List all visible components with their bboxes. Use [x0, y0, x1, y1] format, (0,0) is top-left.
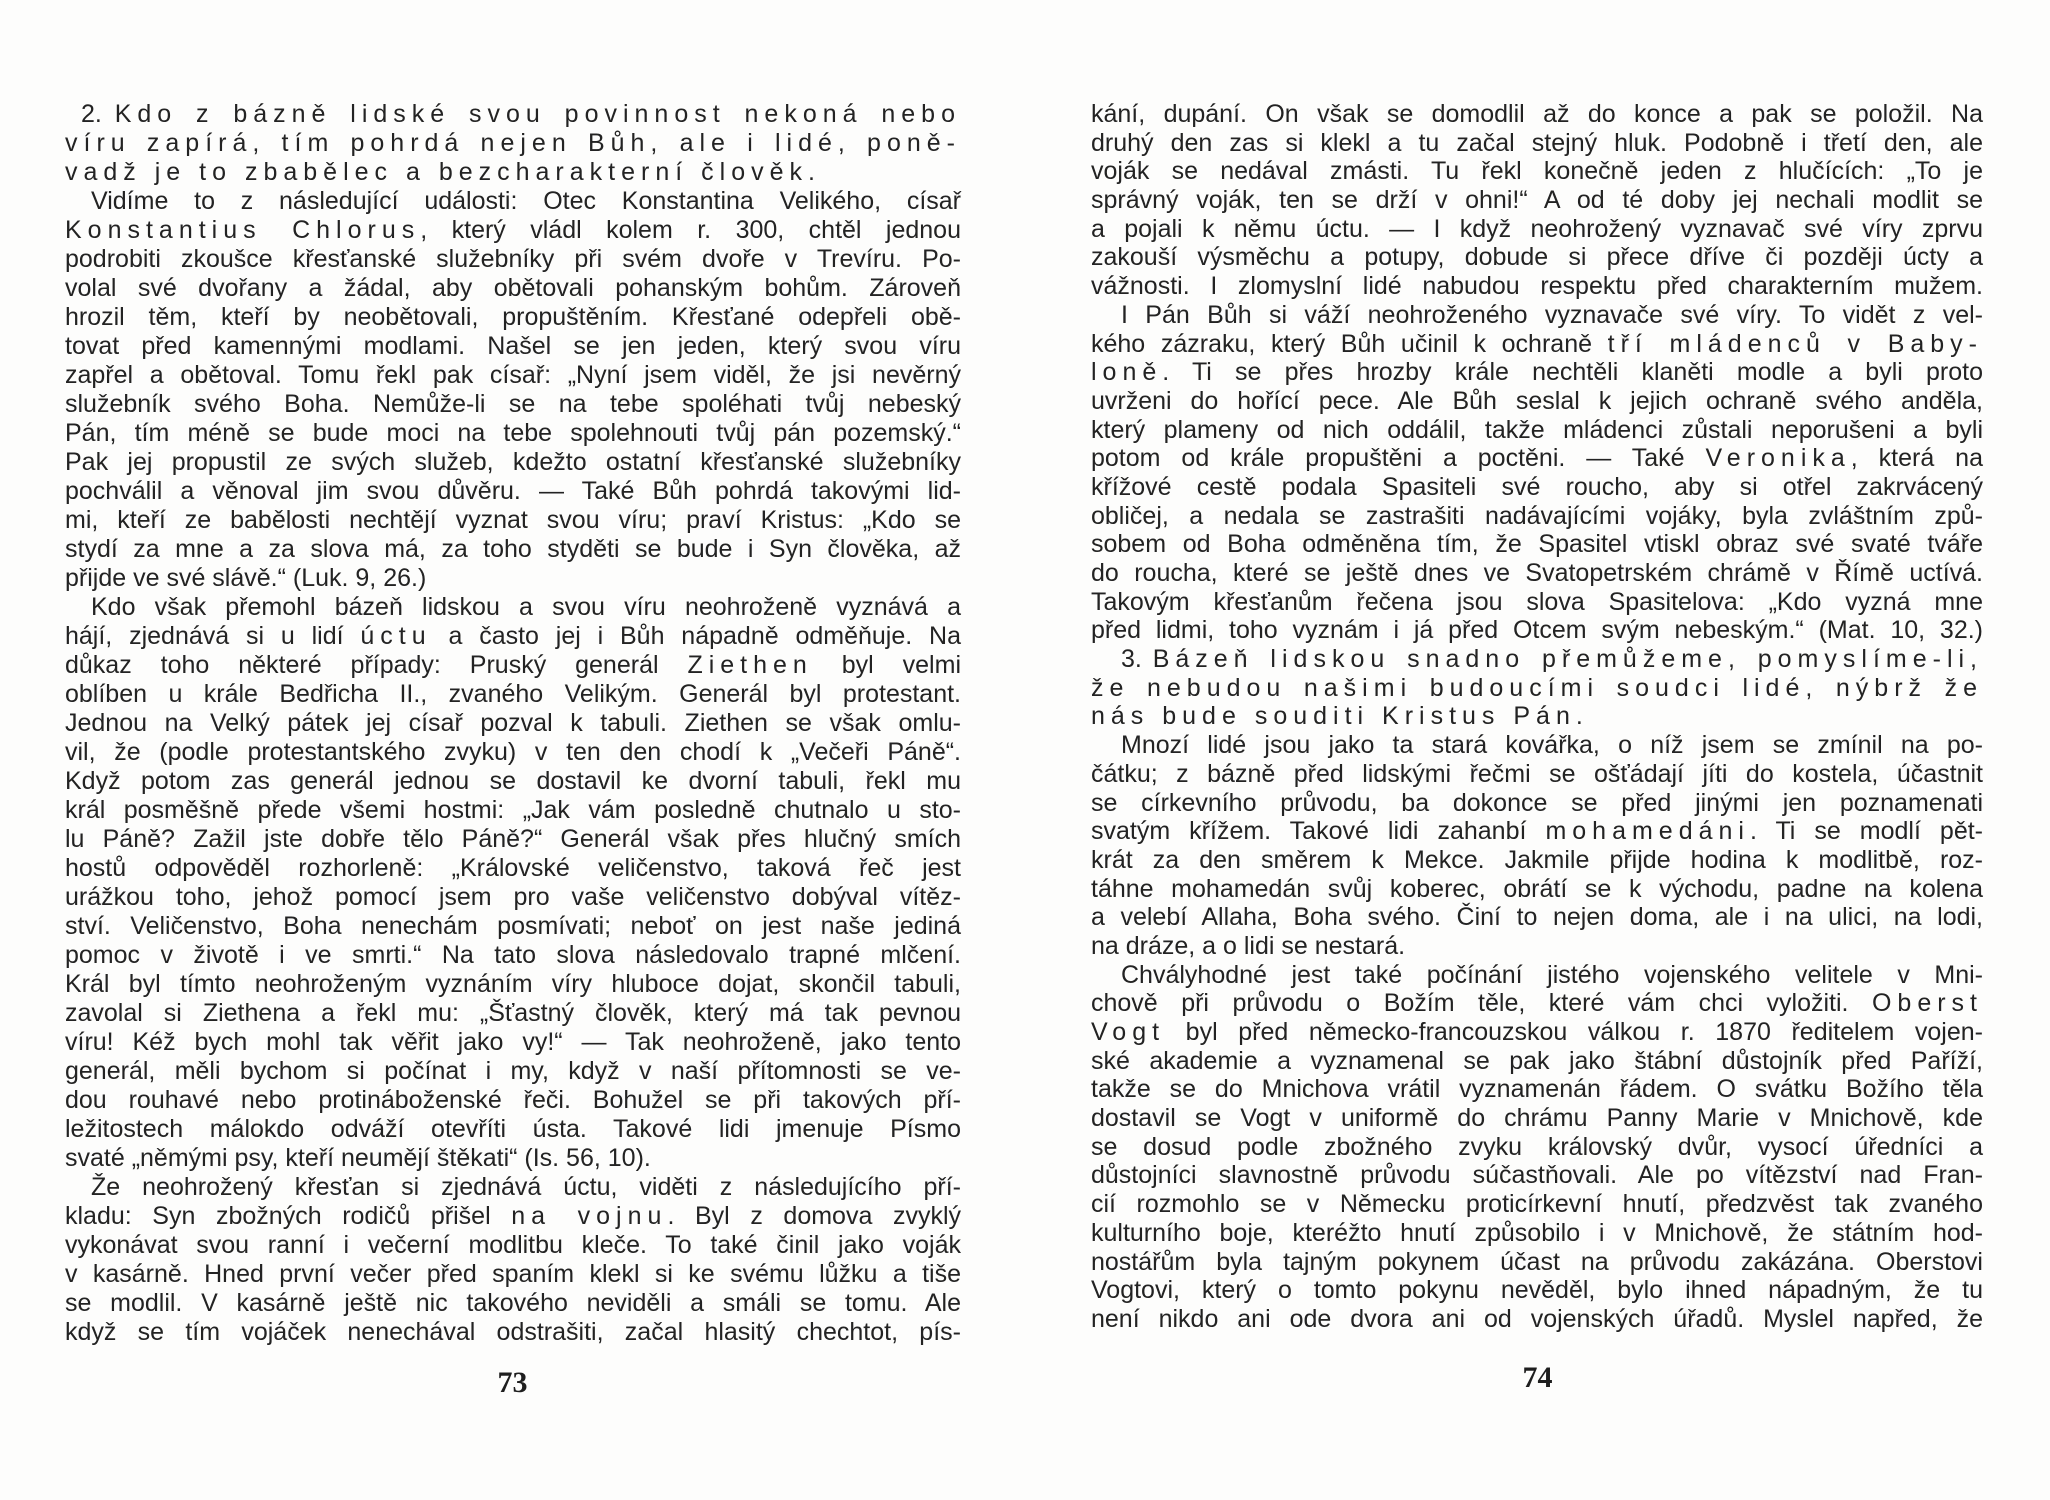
text-line: táhne mohamedán svůj koberec, obrátí se k východu, padne na kolena [1091, 874, 1983, 903]
text-segment: . Ti se modlí pět- [1749, 817, 1983, 846]
text-line: není nikdo ani ode dvora ani od vojenských úřadů. Myslel napřed, že [1091, 1304, 1983, 1333]
text-line: král posměšně přede všemi hostmi: „Jak vám posledně chutnalo u sto- [65, 796, 961, 824]
text-line [65, 216, 961, 245]
text-line [65, 651, 961, 680]
text-line: Kdo však přemohl bázeň lidskou a svou víru neohroženě vyznává a [91, 593, 961, 621]
text-line: ské akademie a vyznamenal se pak jako štábní důstojník před Paříží, [1091, 1046, 1983, 1075]
text-line: Chvályhodné jest také počínání jistého vojenského velitele v Mni- [1121, 960, 1983, 989]
text-line: nostářům byla tajným pokynem účast na průvodu zakázána. Oberstovi [1091, 1247, 1983, 1276]
text-segment: svatým křížem. Takové lidi zahanbí [1091, 817, 1546, 846]
text-line: krát za den směrem k Mekce. Jakmile přijde hodina k modlitbě, roz- [1091, 845, 1983, 874]
text-line: sobem od Boha odměněna tím, že Spasitel vtiskl obraz své svaté tváře [1091, 530, 1983, 559]
emphasis-text: Konstantius Chlorus [65, 216, 421, 244]
text-line: kání, dupání. On však se domodlil až do konce a pak se položil. Na [1091, 100, 1983, 128]
text-line [1091, 989, 1983, 1018]
emphasis-text: loně [1091, 358, 1163, 387]
text-line: svaté „němými psy, kteří neumějí štěkati“ (Is. 56, 10). [65, 1144, 651, 1172]
text-line [65, 1202, 961, 1231]
text-line: přijde ve své slávě.“ (Luk. 9, 26.) [65, 564, 427, 592]
text-line: hostů odpověděl rozhorleně: „Královské veličenstvo, taková řeč jest [65, 854, 961, 882]
text-line [1091, 1018, 1983, 1047]
text-line: služebník svého Boha. Nemůže-li se na tebe spoléhati tvůj nebeský [65, 390, 961, 418]
text-segment: chově při průvodu o Božím těle, které vám chci vyložiti. [1091, 989, 1872, 1018]
section-heading-line [65, 100, 961, 129]
page-number: 74 [1522, 1361, 1553, 1394]
text-line: podrobiti zkoušce křesťanské služebníky při svém dvoře v Trevíru. Po- [65, 245, 961, 273]
text-line: Pak jej propustil ze svých služeb, kdežto ostatní křesťanské služebníky [65, 448, 961, 476]
text-segment: , který vládl kolem r. 300, chtěl jednou [420, 216, 961, 244]
text-line: takže se do Mnichova vrátil vyznamenán řádem. O svátku Božího těla [1091, 1075, 1983, 1104]
emphasis-text: Bázeň lidskou snadno přemůžeme, pomyslíme-li, [1152, 645, 1983, 674]
right-page [1025, 0, 2050, 1500]
emphasis-text: tří mládenců v Baby- [1607, 329, 1983, 358]
text-line: Když potom zas generál jednou se dostavil ke dvorní tabuli, řekl mu [65, 767, 961, 795]
text-line: se dosud podle zbožného zvyku královský dvůr, vysocí úředníci a [1091, 1132, 1983, 1161]
text-line: mi, kteří ze babělosti nechtějí vyznat svou víru; praví Kristus: „Kdo se [65, 506, 961, 534]
text-segment: hájí, zjednává si u lidí [65, 622, 361, 650]
text-line: v kasárně. Hned první večer před spaním klekl si ke svému lůžku a tiše [65, 1260, 961, 1288]
text-segment: , která na [1850, 444, 1983, 473]
text-line: Král byl tímto neohroženým vyznáním víry hluboce dojat, skončil tabuli, [65, 970, 961, 998]
text-line: vil, že (podle protestantského zvyku) v ten den chodí k „Večeři Páně“. [65, 738, 961, 766]
emphasis-text: úctu [360, 622, 432, 650]
text-line: když se tím vojáček nenechával odstrašiti, začal hlasitý chechtot, pís- [65, 1318, 961, 1346]
emphasis-text: mohamedáni [1545, 817, 1750, 846]
section-heading-line [1091, 645, 1983, 674]
text-line: zakouší výsměchu a potupy, dobude si přece dříve či později úcty a [1091, 243, 1983, 272]
text-line: dostavil se Vogt v uniformě do chrámu Panny Marie v Mnichově, kde [1091, 1104, 1983, 1133]
text-line: cií rozmohlo se v Německu proticírkevní hnutí, předzvěst tak zvaného [1091, 1190, 1983, 1219]
page-text [65, 100, 961, 1347]
text-line: Mnozí lidé jsou jako ta stará kovářka, o níž jsem se zmínil na po- [1121, 731, 1983, 760]
text-line: vykonávat svou ranní i večerní modlitbu kleče. To také činil jako voják [65, 1231, 961, 1259]
text-line: správný voják, ten se drží v ohni!“ A od té doby jej nechali modlit se [1091, 186, 1983, 215]
emphasis-text: Oberst [1871, 989, 1983, 1018]
text-segment: kladu: Syn zbožných rodičů přišel [65, 1202, 512, 1230]
text-line: hrozil těm, kteří by neobětovali, propuštěním. Křesťané odepřeli obě- [65, 303, 961, 331]
text-line: lu Páně? Zažil jste dobře tělo Páně?“ Generál však přes hlučný smích [65, 825, 961, 853]
text-line: který plameny od nich oddálil, takže mládenci zůstali neporušeni a byli [1091, 415, 1983, 444]
emphasis-text: Veronika [1705, 444, 1851, 473]
page-number: 73 [497, 1366, 528, 1399]
text-line [1091, 444, 1983, 473]
text-segment: byl velmi [812, 651, 961, 679]
text-line: pochválil a věnoval jim svou důvěru. — Také Bůh pohrdá takovými lid- [65, 477, 961, 505]
text-line: Pán, tím méně se bude moci na tebe spolehnouti tvůj pán pozemský.“ [65, 419, 961, 447]
text-line: dou rouhavé nebo protináboženské řeči. Bohužel se při takových pří- [65, 1086, 961, 1114]
section-number: 3. [1121, 645, 1153, 674]
text-line: oblíben u krále Bedřicha II., zvaného Velikým. Generál byl protestant. [65, 680, 961, 708]
text-line: a pojali k němu úctu. — I když neohrožený vyznavač své víry zprvu [1091, 214, 1983, 243]
emphasis-text: na vojnu [511, 1202, 668, 1230]
text-line: Vogtovi, který o tomto pokynu nevěděl, bylo ihned nápadným, že tu [1091, 1276, 1983, 1305]
section-number: 2. [81, 100, 115, 128]
emphasis-text: Vogt [1091, 1018, 1166, 1046]
text-line: ležitostech málokdo odváží otevříti ústa. Takové lidi jmenuje Písmo [65, 1115, 961, 1143]
text-line: křížové cestě podala Spasiteli své roucho, aby si otřel zakrvácený [1091, 472, 1983, 501]
text-line: volal své dvořany a žádal, aby obětovali pohanským bohům. Zároveň [65, 274, 961, 302]
text-line: kulturního boje, kteréžto hnutí způsobilo i v Mnichově, že státním hod- [1091, 1218, 1983, 1247]
text-line: zapřel a obětoval. Tomu řekl pak císař: „Nyní jsem viděl, že jsi nevěrný [65, 361, 961, 389]
text-line: Takovým křesťanům řečena jsou slova Spasitelova: „Kdo vyzná mne [1091, 587, 1983, 616]
text-line: důstojníci slavnostně průvodu súčastňovali. Ale po vítězství nad Fran- [1091, 1161, 1983, 1190]
text-line [1091, 358, 1983, 387]
text-line: vážnosti. I zlomyslní lidé nabudou respektu před charakterním mužem. [1091, 272, 1983, 301]
section-heading-line: víru zapírá, tím pohrdá nejen Bůh, ale i lidé, poně- [65, 129, 961, 157]
text-line: se modlil. V kasárně ještě nic takového neviděli a smáli se tomu. Ale [65, 1289, 961, 1317]
text-line: se církevního průvodu, ba dokonce se před jinými jen poznamenati [1091, 788, 1983, 817]
text-line: I Pán Bůh si váží neohroženého vyznavače své víry. To vidět z vel- [1121, 300, 1983, 329]
page-text [1091, 100, 1983, 1334]
text-segment: kého zázraku, který Bůh učinil k ochraně [1091, 329, 1608, 358]
section-heading-line: vadž je to zbabělec a bezcharakterní člověk. [65, 158, 821, 186]
text-segment: . Ti se přes hrozby krále nechtěli klaněti modle a byli proto [1162, 358, 1983, 387]
text-line: do roucha, které se ještě dnes ve Svatopetrském chrámě v Římě uctívá. [1091, 559, 1983, 587]
text-segment: a často jej i Bůh nápadně odměňuje. Na [431, 622, 961, 650]
text-line: urážkou toho, jehož pomocí jsem pro vaše veličenstvo dobýval vítěz- [65, 883, 961, 911]
text-line [65, 622, 961, 651]
text-line: ství. Veličenstvo, Boha nenechám posmívati; neboť on jest naše jediná [65, 912, 961, 940]
section-heading-line: nás bude souditi Kristus Pán. [1091, 702, 1589, 731]
text-line: pomoc v životě i ve smrti.“ Na tato slova následovalo trapné mlčení. [65, 941, 961, 969]
text-line: obličej, a nedala se zastrašiti nadávajícími vojáky, byla zvláštním způ- [1091, 501, 1983, 530]
text-line: druhý den zas si klekl a tu začal stejný hluk. Podobně i třetí den, ale [1091, 128, 1983, 157]
text-line [1091, 817, 1983, 846]
text-segment: potom od krále propuštěni a poctěni. — Také [1091, 444, 1706, 473]
section-heading-line: že nebudou našimi budoucími soudci lidé, nýbrž že [1091, 673, 1983, 702]
text-line: Jednou na Velký pátek jej císař pozval k tabuli. Ziethen se však omlu- [65, 709, 961, 737]
emphasis-text: Ziethen [687, 651, 813, 679]
text-line: generál, měli bychom si počínat i my, když v naší přítomnosti se ve- [65, 1057, 961, 1085]
text-line: uvrženi do hořící pece. Ale Bůh seslal k jejich ochraně svého anděla, [1091, 386, 1983, 415]
text-segment: . Byl z domova zvyklý [667, 1202, 962, 1230]
text-line: voják se nedával zmásti. Tu řekl konečně jeden z hlučících: „To je [1091, 157, 1983, 186]
text-line: tovat před kamennými modlami. Našel se jen jeden, který svou víru [65, 332, 961, 360]
text-line: stydí za mne a za slova má, za toho styděti se bude i Syn člověka, až [65, 535, 961, 563]
text-segment: důkaz toho některé případy: Pruský generál [65, 651, 688, 679]
text-line [1091, 330, 1983, 359]
text-line: víru! Kéž bych mohl tak věřit jako vy!“ — Tak neohroženě, jako tento [65, 1028, 961, 1056]
text-line: před lidmi, toho vyznám i já před Otcem svým nebeským.“ (Mat. 10, 32.) [1091, 616, 1983, 645]
text-line: zavolal si Ziethena a řekl mu: „Šťastný člověk, který má tak pevnou [65, 999, 961, 1027]
text-line: Vidíme to z následující události: Otec Konstantina Velikého, císař [91, 187, 961, 215]
text-line: a velebí Allaha, Boha svého. Činí to nejen doma, ale i na ulici, na lodi, [1091, 903, 1983, 932]
emphasis-text: Kdo z bázně lidské svou povinnost nekoná nebo [114, 100, 961, 128]
text-line: na dráze, a o lidi se nestará. [1091, 931, 1406, 960]
text-segment: byl před německo-francouzskou válkou r. 1870 ředitelem vojen- [1165, 1018, 1983, 1046]
text-line: Že neohrožený křesťan si zjednává úctu, viděti z následujícího pří- [91, 1173, 961, 1201]
text-line: čátku; z bázně před lidskými řečmi se ošťádají jíti do kostela, účastnit [1091, 759, 1983, 788]
